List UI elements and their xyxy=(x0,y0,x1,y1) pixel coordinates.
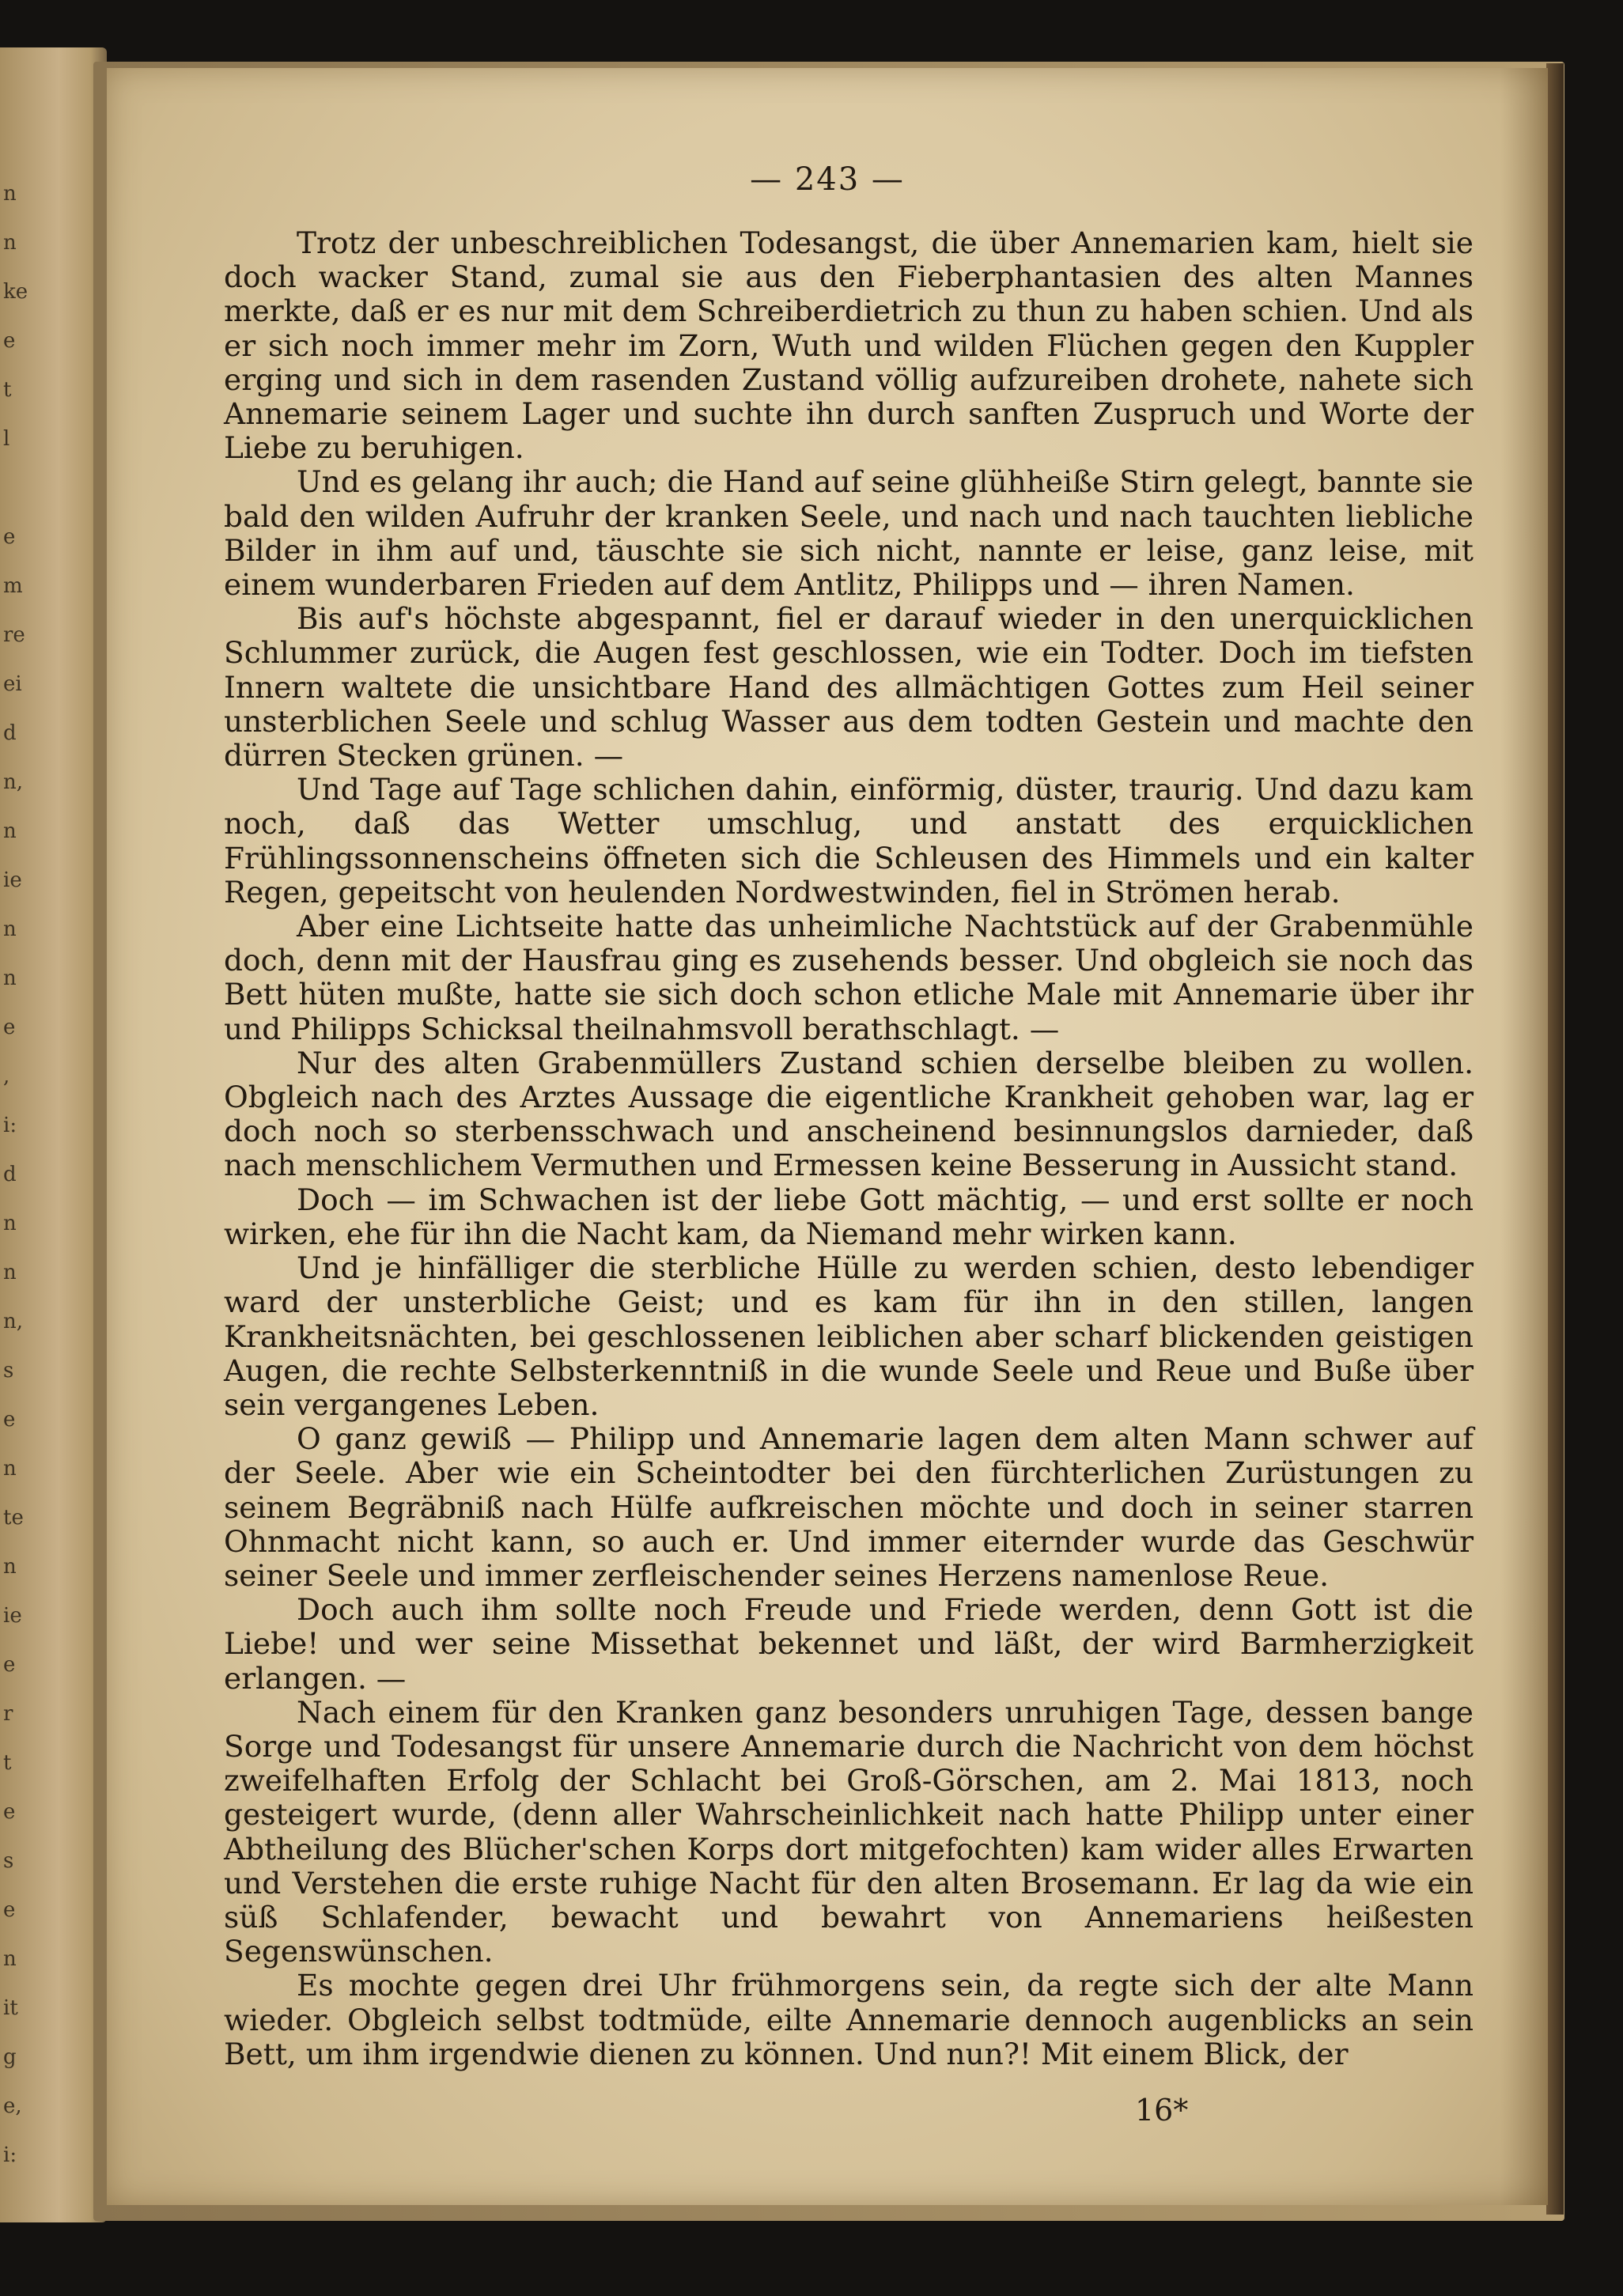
left-margin-fragment: e xyxy=(3,1800,16,1824)
page-number: — 243 — xyxy=(750,161,905,198)
left-margin-fragment: re xyxy=(3,623,25,647)
book-page xyxy=(107,68,1548,2205)
book-cover-edge xyxy=(1546,63,1564,2215)
paragraph: Aber eine Lichtseite hatte das unheimliche Nachtstück auf der Grabenmühle doch, denn mit der Hausfrau ging es zusehends besser. Und obgleich sie noch das Bett hüten mußte, hatte sie sich doch schon etliche Male mit Annemarie über ihr und Philipps Schicksal theilnahmsvoll berathschlagt. — xyxy=(224,909,1474,1046)
left-margin-fragment: n, xyxy=(3,1310,24,1333)
left-margin-fragment: ei xyxy=(3,672,22,696)
left-margin-fragment: n xyxy=(3,1261,17,1284)
left-margin-fragment: n xyxy=(3,1212,17,1235)
left-margin-fragment: n xyxy=(3,917,17,941)
left-margin-fragment: l xyxy=(3,427,10,451)
left-margin-fragment: d xyxy=(3,1163,17,1186)
left-margin-fragment: ie xyxy=(3,868,22,892)
left-margin-fragment: t xyxy=(3,378,12,402)
left-margin-fragment: e xyxy=(3,1653,16,1677)
left-margin-fragment: m xyxy=(3,574,23,598)
paragraph: Es mochte gegen drei Uhr frühmorgens sein, da regte sich der alte Mann wieder. Obgleich selbst todtmüde, eilte Annemarie dennoch augenblicks an sein Bett, um ihm irgendwie dienen zu können. Und nun?! Mit einem Blick, der xyxy=(224,1968,1474,2071)
paragraph: Und je hinfälliger die sterbliche Hülle zu werden schien, desto lebendiger ward der unsterbliche Geist; und es kam für ihn in den stillen, langen Krankheitsnächten, bei geschlossenen leiblichen aber scharf blickenden geistigen Augen, die rechte Selbsterkenntniß in die wunde Seele und Reue und Buße über sein vergangenes Leben. xyxy=(224,1250,1474,1422)
left-margin-fragment: n xyxy=(3,1457,17,1481)
left-margin-fragment: e xyxy=(3,329,16,353)
left-margin-fragment: n xyxy=(3,182,17,206)
left-margin-fragment: r xyxy=(3,1702,13,1726)
left-margin-fragment: t xyxy=(3,1751,12,1775)
left-margin-fragment: n xyxy=(3,231,17,255)
paragraph: Nach einem für den Kranken ganz besonders unruhigen Tage, dessen bange Sorge und Todesangst für unsere Annemarie durch die Nachricht von dem höchst zweifelhaften Erfolg der Schlacht bei Groß-Görschen, am 2. Mai 1813, noch gesteigert wurde, (denn aller Wahrscheinlichkeit nach hatte Philipp unter einer Abtheilung des Blücher'schen Korps dort mitgefochten) kam wider alles Erwarten und Verstehen die erste ruhige Nacht für den alten Brosemann. Er lag da wie ein süß Schlafender, bewacht und bewahrt von Annemariens heißesten Segenswünschen. xyxy=(224,1694,1474,1969)
left-margin-fragment: e xyxy=(3,1408,16,1432)
left-margin-fragment: , xyxy=(3,1065,10,1088)
left-margin-fragment: i: xyxy=(3,2143,17,2167)
left-margin-fragment: e xyxy=(3,1016,16,1039)
left-margin-fragment: i: xyxy=(3,1114,17,1137)
body-text xyxy=(224,226,1474,2071)
left-margin-fragment: g xyxy=(3,2045,17,2069)
left-margin-fragment: it xyxy=(3,1996,18,2020)
paragraph: Bis auf's höchste abgespannt, fiel er darauf wieder in den unerquicklichen Schlummer zurück, die Augen fest geschlossen, wie ein Todter. Doch im tiefsten Innern waltete die unsichtbare Hand des allmächtigen Gottes zum Heil seiner unsterblichen Seele und schlug Wasser aus dem todten Gestein und machte den dürren Stecken grünen. — xyxy=(224,601,1474,774)
left-margin-fragment: n xyxy=(3,819,17,843)
paragraph: Doch auch ihm sollte noch Freude und Friede werden, denn Gott ist die Liebe! und wer seine Missethat bekennet und läßt, der wird Barmherzigkeit erlangen. — xyxy=(224,1592,1474,1696)
paragraph: Trotz der unbeschreiblichen Todesangst, die über Annemarien kam, hielt sie doch wacker Stand, zumal sie aus den Fieberphantasien des alten Mannes merkte, daß er es nur mit dem Schreiberdietrich zu thun zu haben schien. Und als er sich noch immer mehr im Zorn, Wuth und wilden Flüchen gegen den Kuppler erging und sich in dem rasenden Zustand völlig aufzureiben drohete, nahete sich Annemarie seinem Lager und suchte ihn durch sanften Zuspruch und Worte der Liebe zu beruhigen. xyxy=(224,225,1474,466)
paragraph: Doch — im Schwachen ist der liebe Gott mächtig, — und erst sollte er noch wirken, ehe für ihn die Nacht kam, da Niemand mehr wirken kann. xyxy=(224,1182,1474,1251)
paragraph: O ganz gewiß — Philipp und Annemarie lagen dem alten Mann schwer auf der Seele. Aber wie ein Scheintodter bei den fürchterlichen Zurüstungen zu seinem Begräbniß nach Hülfe aufkreischen möchte und doch in seiner starren Ohnmacht nicht kann, so auch er. Und immer eiternder wurde das Geschwür seiner Seele und immer zerfleischender seines Herzens namenlose Reue. xyxy=(224,1421,1474,1593)
left-margin-fragment: n xyxy=(3,1947,17,1971)
paragraph: Nur des alten Grabenmüllers Zustand schien derselbe bleiben zu wollen. Obgleich nach des Arztes Aussage die eigentliche Krankheit gehoben war, lag er doch noch so sterbensschwach und anscheinend besinnungslos darnieder, daß nach menschlichem Vermuthen und Ermessen keine Besserung in Aussicht stand. xyxy=(224,1045,1474,1183)
left-margin-fragment: e xyxy=(3,525,16,549)
left-margin-fragment: n, xyxy=(3,770,24,794)
left-margin-fragment: d xyxy=(3,721,17,745)
paragraph: Und Tage auf Tage schlichen dahin, einförmig, düster, traurig. Und dazu kam noch, daß das Wetter umschlug, und anstatt des erquicklichen Frühlingssonnenscheins öffneten sich die Schleusen des Himmels und ein kalter Regen, gepeitscht von heulenden Nordwestwinden, fiel in Strömen herab. xyxy=(224,772,1474,910)
left-margin-fragment: te xyxy=(3,1506,24,1530)
left-margin-fragment: n xyxy=(3,966,17,990)
left-page-edge xyxy=(0,47,107,2222)
left-margin-fragment: s xyxy=(3,1849,14,1873)
left-margin-fragment: n xyxy=(3,1555,17,1579)
left-margin-fragment: ie xyxy=(3,1604,22,1628)
left-margin-fragment: e, xyxy=(3,2094,22,2118)
left-margin-fragment: s xyxy=(3,1359,14,1383)
left-margin-fragment: e xyxy=(3,1898,16,1922)
signature-mark: 16* xyxy=(1135,2093,1189,2128)
paragraph: Und es gelang ihr auch; die Hand auf seine glühheiße Stirn gelegt, bannte sie bald den wilden Aufruhr der kranken Seele, und nach und nach tauchten liebliche Bilder in ihm auf und, täuschte sie sich nicht, nannte er leise, ganz leise, mit einem wunderbaren Frieden auf dem Antlitz, Philipps und — ihren Namen. xyxy=(224,464,1474,603)
left-margin-fragment: ke xyxy=(3,280,28,304)
